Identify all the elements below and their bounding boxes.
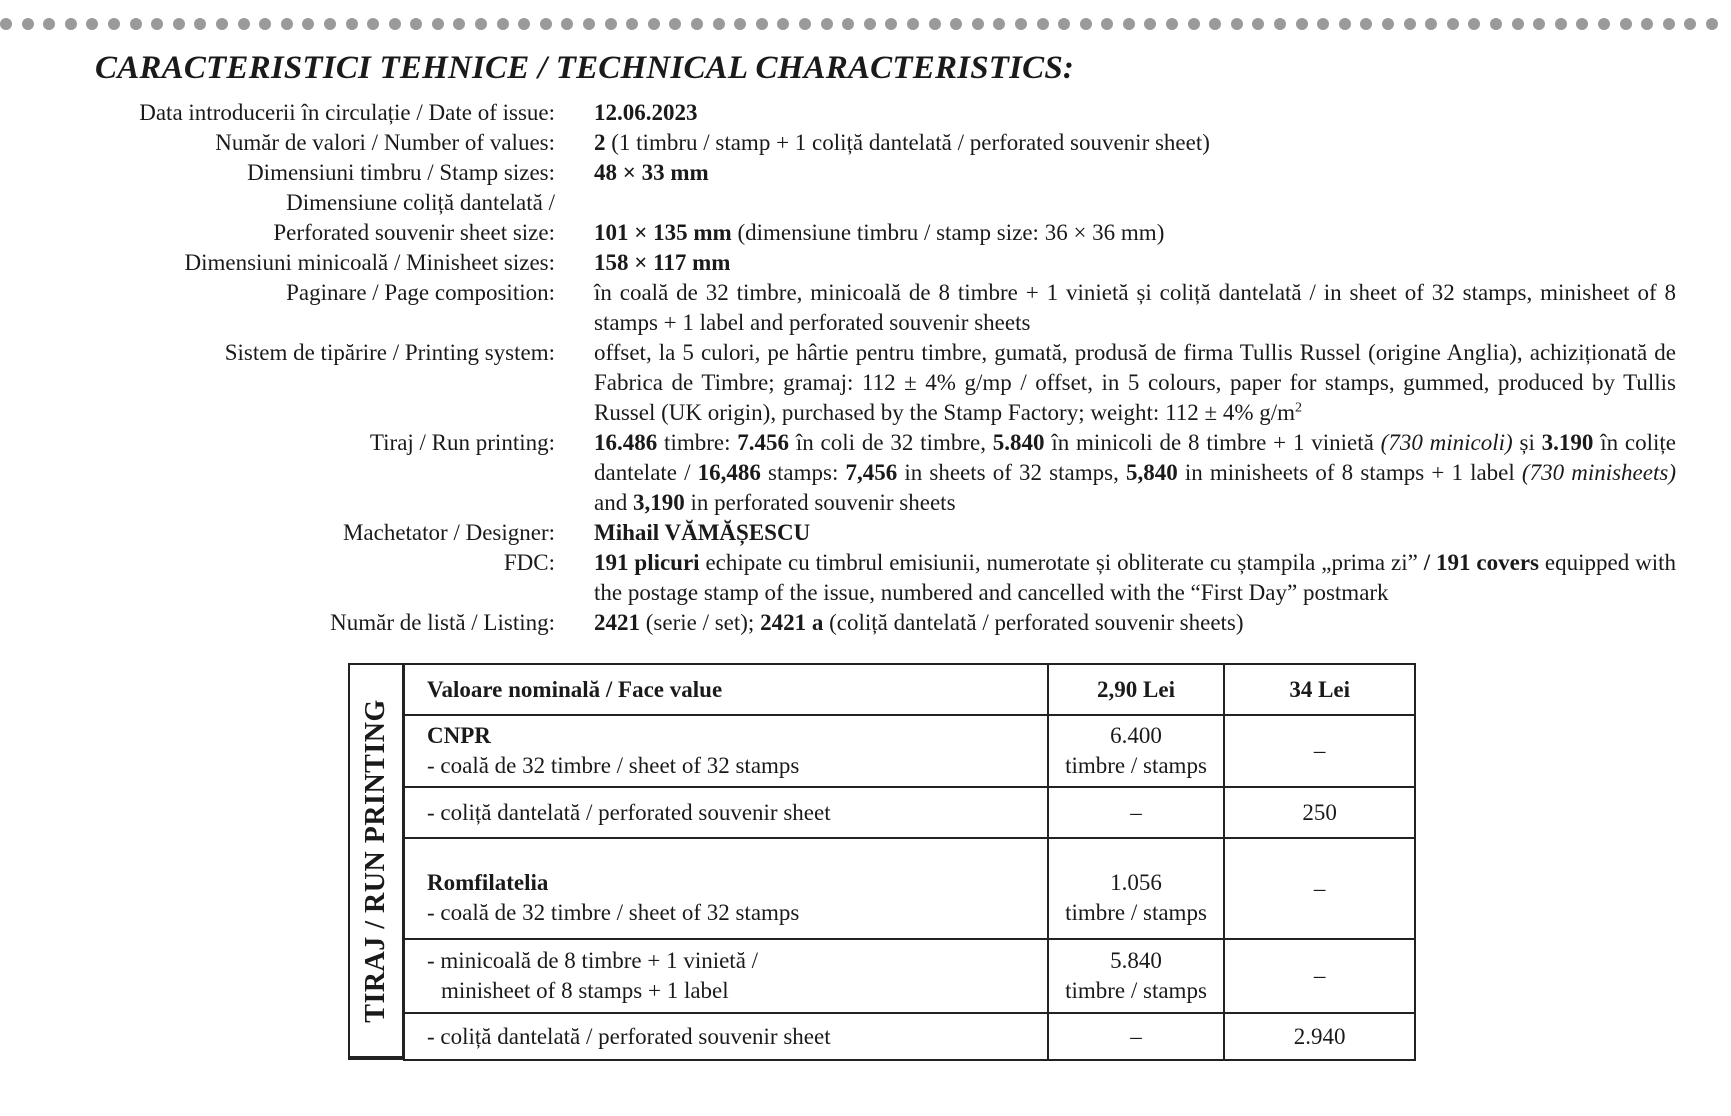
run-num: 16.486	[594, 430, 658, 455]
border-dot	[691, 18, 703, 30]
border-dot	[302, 18, 314, 30]
spec-row-printing	[0, 338, 1731, 428]
spec-row-run	[0, 428, 1731, 518]
cell-value: 6.400	[1110, 723, 1162, 748]
spec-value	[594, 158, 1676, 188]
specs-list	[0, 98, 1731, 638]
spec-value	[594, 188, 1676, 218]
spec-row-fdc	[0, 548, 1731, 608]
border-dot	[605, 18, 617, 30]
border-dot	[1404, 18, 1416, 30]
border-dot	[151, 18, 163, 30]
row-desc: - minicoală de 8 timbre + 1 vinietă /	[427, 948, 759, 973]
border-dot	[1684, 18, 1696, 30]
border-dot	[669, 18, 681, 30]
date-value: 12.06.2023	[594, 100, 698, 125]
table-cell: –	[1224, 715, 1415, 787]
fdc-bold: / 191 covers	[1423, 550, 1540, 575]
run-num: 7.456	[737, 430, 790, 455]
border-dot	[1209, 18, 1221, 30]
table-cell	[1048, 939, 1225, 1013]
border-dot	[475, 18, 487, 30]
spec-label: Data introducerii în circulație / Date of issue:	[139, 100, 555, 125]
border-dot	[1555, 18, 1567, 30]
table-cell: 2.940	[1224, 1013, 1415, 1060]
border-dot	[1382, 18, 1394, 30]
table-side-label	[348, 663, 404, 1060]
table-row	[404, 715, 1415, 787]
border-dot	[367, 18, 379, 30]
border-dot	[993, 18, 1005, 30]
spec-row-page	[0, 278, 1731, 338]
border-dot	[713, 18, 725, 30]
border-dot	[929, 18, 941, 30]
border-dot	[1058, 18, 1070, 30]
border-dot	[1101, 18, 1113, 30]
border-dot	[238, 18, 250, 30]
border-dot	[561, 18, 573, 30]
border-dot	[497, 18, 509, 30]
spec-label: Dimensiuni minicoală / Minisheet sizes:	[184, 250, 555, 275]
spec-value	[594, 218, 1676, 248]
border-dot	[22, 18, 34, 30]
fdc-text: echipate cu timbrul emisiunii, numerotate și obliterate cu ștampila „prima zi”	[699, 550, 1424, 575]
run-text: în minicoli de 8 timbre + 1 vinietă	[1044, 430, 1381, 455]
table-cell: - coliță dantelată / perforated souvenir sheet	[404, 1013, 1048, 1060]
cell-unit: timbre / stamps	[1065, 978, 1207, 1003]
table-cell: –	[1224, 939, 1415, 1013]
border-dot	[130, 18, 142, 30]
border-dot	[86, 18, 98, 30]
table-row	[404, 787, 1415, 838]
border-dot	[1447, 18, 1459, 30]
border-dot	[1641, 18, 1653, 30]
spec-label: Machetator / Designer:	[342, 520, 555, 545]
header-value-1: 2,90 Lei	[1048, 664, 1225, 715]
face-value-table	[403, 663, 1416, 1061]
listing-text: (serie / set);	[640, 610, 761, 635]
border-dot	[734, 18, 746, 30]
run-text: și	[1512, 430, 1542, 455]
sheet-size-detail: (dimensiune timbru / stamp size: 36 × 36 mm)	[731, 220, 1165, 245]
border-dot	[1123, 18, 1135, 30]
border-dot	[1425, 18, 1437, 30]
border-dot	[453, 18, 465, 30]
border-dot	[324, 18, 336, 30]
spec-value	[594, 338, 1676, 428]
dotted-border	[0, 18, 1731, 32]
run-text: în colițe dantelate /	[594, 430, 1677, 485]
sheet-size-value: 101 × 135 mm	[594, 220, 732, 245]
border-dot	[799, 18, 811, 30]
table-cell: –	[1224, 838, 1415, 939]
border-dot	[43, 18, 55, 30]
border-dot	[194, 18, 206, 30]
table-row	[404, 939, 1415, 1013]
spec-label: Paginare / Page composition:	[286, 280, 555, 305]
border-dot	[410, 18, 422, 30]
designer-name: Mihail VĂMĂȘESCU	[594, 520, 811, 545]
border-dot	[518, 18, 530, 30]
header-value-2: 34 Lei	[1224, 664, 1415, 715]
spec-row-designer	[0, 518, 1731, 548]
spec-value: în coală de 32 timbre, minicoală de 8 timbre + 1 vinietă și coliță dantelată / in sheet of 32 stamps, minisheet of 8 stamps + 1 label and perforated souvenir sheets	[594, 280, 1676, 335]
border-dot	[1252, 18, 1264, 30]
table-cell: - coliță dantelată / perforated souvenir sheet	[404, 787, 1048, 838]
border-dot	[1296, 18, 1308, 30]
border-dot	[648, 18, 660, 30]
run-text: in minisheets of 8 stamps + 1 label	[1177, 460, 1522, 485]
run-text: and	[594, 490, 633, 515]
minisheet-value: 158 × 117 mm	[594, 250, 731, 275]
border-dot	[432, 18, 444, 30]
border-dot	[1080, 18, 1092, 30]
cell-unit: timbre / stamps	[1065, 899, 1207, 925]
spec-label: Număr de listă / Listing:	[330, 610, 555, 635]
spec-row-sheet-size-2	[0, 218, 1731, 248]
border-dot	[65, 18, 77, 30]
border-dot	[1015, 18, 1027, 30]
group-name-romfilatelia: Romfilatelia	[427, 869, 549, 895]
border-dot	[1706, 18, 1718, 30]
border-dot	[1188, 18, 1200, 30]
printing-sup: 2	[1295, 400, 1303, 416]
run-text: in sheets of 32 stamps,	[897, 460, 1126, 485]
border-dot	[1490, 18, 1502, 30]
spec-value	[594, 548, 1676, 608]
border-dot	[950, 18, 962, 30]
border-dot	[0, 18, 12, 30]
border-dot	[777, 18, 789, 30]
listing-text: (coliță dantelată / perforated souvenir sheets)	[823, 610, 1244, 635]
spec-label: Dimensiune coliță dantelată /	[286, 190, 555, 215]
spec-value	[594, 428, 1676, 518]
table-cell	[404, 939, 1048, 1013]
header-face-value: Valoare nominală / Face value	[404, 664, 1048, 715]
spec-row-minisheet	[0, 248, 1731, 278]
border-dot	[1360, 18, 1372, 30]
run-num: 5,840	[1125, 460, 1178, 485]
border-dot	[173, 18, 185, 30]
run-num: 3,190	[632, 490, 685, 515]
table-cell	[404, 715, 1048, 787]
spec-value	[594, 128, 1676, 158]
border-dot	[1598, 18, 1610, 30]
border-dot	[885, 18, 897, 30]
border-dot	[108, 18, 120, 30]
values-count: 2	[594, 130, 606, 155]
spec-label: Tiraj / Run printing:	[369, 430, 555, 455]
spec-row-date	[0, 98, 1731, 128]
border-dot	[1576, 18, 1588, 30]
border-dot	[1231, 18, 1243, 30]
border-dot	[1144, 18, 1156, 30]
listing-bold: 2421 a	[760, 610, 824, 635]
fdc-text: equipped with the postage stamp of the issue, numbered and cancelled with the “First Day” postmark	[594, 550, 1677, 605]
border-dot	[389, 18, 401, 30]
spec-label: Perforated souvenir sheet size:	[273, 220, 555, 245]
page-title: CARACTERISTICI TEHNICE / TECHNICAL CHARACTERISTICS:	[95, 50, 1075, 86]
border-dot	[842, 18, 854, 30]
listing-bold: 2421	[594, 610, 640, 635]
border-dot	[1037, 18, 1049, 30]
table-cell	[1048, 838, 1225, 939]
border-dot	[864, 18, 876, 30]
table-cell: –	[1048, 787, 1225, 838]
cell-value: 5.840	[1110, 948, 1162, 973]
border-dot	[259, 18, 271, 30]
spec-value	[594, 98, 1676, 128]
spec-row-stamp-size	[0, 158, 1731, 188]
run-text: in perforated souvenir sheets	[684, 490, 956, 515]
run-text: timbre:	[657, 430, 738, 455]
border-dot	[1166, 18, 1178, 30]
table-cell	[1048, 715, 1225, 787]
run-num: 16,486	[697, 460, 761, 485]
spec-label: FDC:	[503, 550, 555, 575]
side-label-text: TIRAJ / RUN PRINTING	[360, 698, 391, 1023]
table-row	[404, 838, 1415, 939]
border-dot	[583, 18, 595, 30]
group-name-cnpr: CNPR	[427, 723, 491, 748]
run-text: stamps:	[760, 460, 846, 485]
cell-value: 1.056	[1110, 869, 1162, 895]
stamp-size-value: 48 × 33 mm	[594, 160, 709, 185]
run-italic: (730 minicoli)	[1380, 430, 1513, 455]
border-dot	[756, 18, 768, 30]
spec-label: Dimensiuni timbru / Stamp sizes:	[247, 160, 555, 185]
row-desc: minisheet of 8 stamps + 1 label	[441, 978, 729, 1003]
spec-label: Sistem de tipărire / Printing system:	[224, 340, 555, 365]
run-printing-table	[348, 663, 1416, 1060]
cell-unit: timbre / stamps	[1065, 753, 1207, 778]
border-dot	[540, 18, 552, 30]
border-dot	[1663, 18, 1675, 30]
spec-value	[594, 248, 1676, 278]
border-dot	[281, 18, 293, 30]
spec-value	[594, 518, 1676, 548]
border-dot	[1620, 18, 1632, 30]
table-cell: 250	[1224, 787, 1415, 838]
row-desc: - coală de 32 timbre / sheet of 32 stamps	[427, 899, 800, 925]
border-dot	[1533, 18, 1545, 30]
border-dot	[1317, 18, 1329, 30]
table-row	[404, 1013, 1415, 1060]
run-text: în coli de 32 timbre,	[789, 430, 993, 455]
border-dot	[1512, 18, 1524, 30]
fdc-bold: 191 plicuri	[594, 550, 700, 575]
border-dot	[907, 18, 919, 30]
border-dot	[1468, 18, 1480, 30]
spec-row-listing	[0, 608, 1731, 638]
border-dot	[972, 18, 984, 30]
row-desc: - coală de 32 timbre / sheet of 32 stamps	[427, 753, 800, 778]
border-dot	[1274, 18, 1286, 30]
border-dot	[216, 18, 228, 30]
table-cell	[404, 838, 1048, 939]
spec-label: Număr de valori / Number of values:	[215, 130, 555, 155]
run-num: 3.190	[1541, 430, 1594, 455]
spec-row-sheet-size-1	[0, 188, 1731, 218]
run-num: 5.840	[992, 430, 1045, 455]
printing-value: offset, la 5 culori, pe hârtie pentru timbre, gumată, produsă de firma Tullis Russel (origine Anglia), achiziționată de Fabrica de Timbre; gramaj: 112 ± 4% g/mp / offset, in 5 colours, paper for stamps, gummed, produced by Tullis Russel (UK origin), purchased by the Stamp Factory; weight: 112 ± 4% g/m	[594, 340, 1676, 425]
spec-row-values	[0, 128, 1731, 158]
run-num: 7,456	[845, 460, 898, 485]
table-cell: –	[1048, 1013, 1225, 1060]
border-dot	[821, 18, 833, 30]
border-dot	[1339, 18, 1351, 30]
table-header-row	[404, 664, 1415, 715]
border-dot	[626, 18, 638, 30]
spec-value	[594, 608, 1676, 638]
border-dot	[346, 18, 358, 30]
run-italic: (730 minisheets)	[1521, 460, 1676, 485]
values-detail: (1 timbru / stamp + 1 coliță dantelată / perforated souvenir sheet)	[605, 130, 1210, 155]
